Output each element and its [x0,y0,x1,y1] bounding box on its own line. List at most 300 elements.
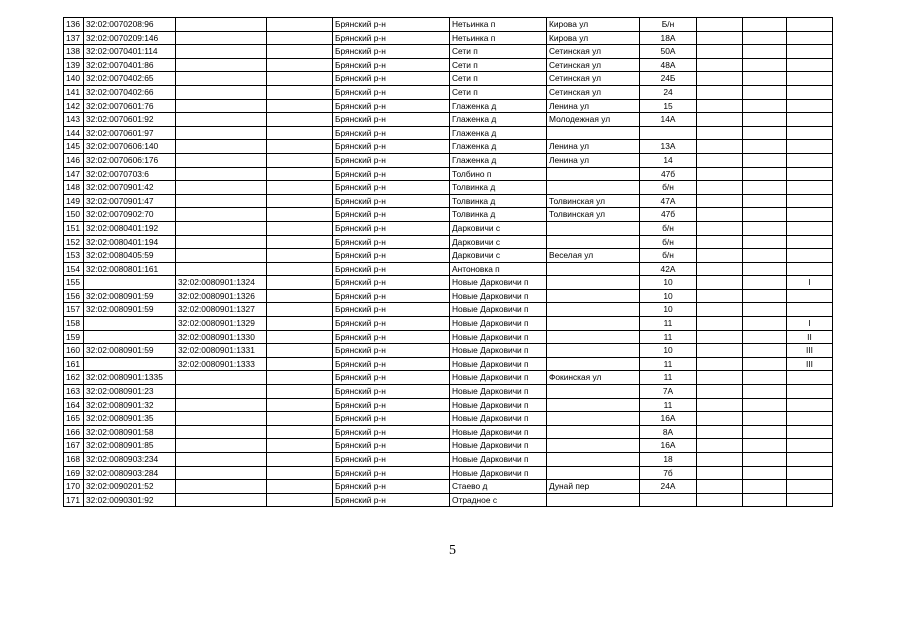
cadastral-number-building [176,126,267,140]
section-number [787,453,833,467]
house-number: б/н [640,181,697,195]
street [547,412,640,426]
empty-cell [743,113,787,127]
cadastral-number: 32:02:0070901:42 [84,181,176,195]
section-number [787,85,833,99]
table-row [64,466,833,480]
section-number [787,113,833,127]
street [547,221,640,235]
district: Брянский р-н [333,126,450,140]
street: Ленина ул [547,153,640,167]
table-row [64,439,833,453]
cadastral-number-building [176,466,267,480]
table-row [64,31,833,45]
empty-cell [743,153,787,167]
page-number: 5 [449,543,456,558]
table-row [64,303,833,317]
house-number: 18А [640,31,697,45]
table-row [64,72,833,86]
house-number: 7б [640,466,697,480]
cadastral-number: 32:02:0070601:97 [84,126,176,140]
section-number [787,221,833,235]
empty-cell [697,317,743,331]
empty-cell [697,249,743,263]
cadastral-number-building [176,194,267,208]
district: Брянский р-н [333,357,450,371]
table-row [64,45,833,59]
row-number: 153 [64,249,84,263]
cadastral-number: 32:02:0070401:114 [84,45,176,59]
empty-cell [267,45,333,59]
cadastral-number: 32:02:0080901:35 [84,412,176,426]
section-number [787,45,833,59]
empty-cell [697,493,743,507]
empty-cell [697,398,743,412]
district: Брянский р-н [333,371,450,385]
row-number: 167 [64,439,84,453]
row-number: 143 [64,113,84,127]
row-number: 144 [64,126,84,140]
empty-cell [697,262,743,276]
empty-cell [267,85,333,99]
street [547,167,640,181]
cadastral-number: 32:02:0070209:146 [84,31,176,45]
row-number: 148 [64,181,84,195]
empty-cell [697,126,743,140]
cadastral-number: 32:02:0080401:194 [84,235,176,249]
district: Брянский р-н [333,167,450,181]
district: Брянский р-н [333,453,450,467]
settlement: Новые Дарковичи п [450,453,547,467]
table-row [64,113,833,127]
street [547,289,640,303]
street [547,493,640,507]
table-row [64,140,833,154]
empty-cell [267,276,333,290]
cadastral-number-building: 32:02:0080901:1326 [176,289,267,303]
register-table-body [64,18,833,507]
empty-cell [743,181,787,195]
empty-cell [697,167,743,181]
cadastral-number-building [176,398,267,412]
settlement: Дарковичи с [450,235,547,249]
empty-cell [697,31,743,45]
settlement: Новые Дарковичи п [450,371,547,385]
cadastral-number-building [176,58,267,72]
row-number: 139 [64,58,84,72]
empty-cell [743,167,787,181]
empty-cell [267,99,333,113]
row-number: 152 [64,235,84,249]
cadastral-number: 32:02:0090301:92 [84,493,176,507]
empty-cell [743,412,787,426]
section-number [787,480,833,494]
street [547,126,640,140]
cadastral-number: 32:02:0080901:59 [84,344,176,358]
empty-cell [267,480,333,494]
empty-cell [743,371,787,385]
district: Брянский р-н [333,303,450,317]
cadastral-number-building [176,208,267,222]
house-number: б/н [640,249,697,263]
table-row [64,357,833,371]
empty-cell [743,385,787,399]
settlement: Новые Дарковичи п [450,303,547,317]
settlement: Дарковичи с [450,249,547,263]
empty-cell [267,371,333,385]
cadastral-number: 32:02:0070208:96 [84,18,176,32]
table-row [64,453,833,467]
row-number: 137 [64,31,84,45]
empty-cell [697,303,743,317]
house-number: 47б [640,167,697,181]
row-number: 147 [64,167,84,181]
table-row [64,276,833,290]
street [547,330,640,344]
section-number [787,181,833,195]
empty-cell [267,493,333,507]
cadastral-number: 32:02:0070703:6 [84,167,176,181]
empty-cell [267,453,333,467]
empty-cell [743,480,787,494]
cadastral-number-building [176,235,267,249]
house-number: 7А [640,385,697,399]
empty-cell [697,85,743,99]
table-row [64,344,833,358]
empty-cell [267,412,333,426]
street [547,466,640,480]
district: Брянский р-н [333,330,450,344]
empty-cell [267,113,333,127]
street [547,317,640,331]
district: Брянский р-н [333,221,450,235]
row-number: 140 [64,72,84,86]
empty-cell [743,140,787,154]
section-number [787,249,833,263]
empty-cell [267,466,333,480]
cadastral-number [84,276,176,290]
district: Брянский р-н [333,208,450,222]
empty-cell [697,113,743,127]
table-row [64,153,833,167]
empty-cell [267,344,333,358]
district: Брянский р-н [333,276,450,290]
district: Брянский р-н [333,466,450,480]
cadastral-number-building: 32:02:0080901:1327 [176,303,267,317]
cadastral-number-building [176,140,267,154]
empty-cell [697,357,743,371]
section-number [787,371,833,385]
section-number [787,412,833,426]
empty-cell [697,153,743,167]
district: Брянский р-н [333,99,450,113]
cadastral-number: 32:02:0080901:1335 [84,371,176,385]
district: Брянский р-н [333,58,450,72]
empty-cell [697,72,743,86]
row-number: 155 [64,276,84,290]
district: Брянский р-н [333,249,450,263]
empty-cell [743,72,787,86]
district: Брянский р-н [333,113,450,127]
table-row [64,371,833,385]
district: Брянский р-н [333,344,450,358]
settlement: Новые Дарковичи п [450,357,547,371]
empty-cell [743,58,787,72]
empty-cell [267,439,333,453]
cadastral-number: 32:02:0070606:176 [84,153,176,167]
empty-cell [743,425,787,439]
empty-cell [267,385,333,399]
house-number: Б/н [640,18,697,32]
cadastral-number-building [176,425,267,439]
street: Толвинская ул [547,194,640,208]
empty-cell [697,194,743,208]
street [547,276,640,290]
cadastral-number: 32:02:0070401:86 [84,58,176,72]
section-number [787,194,833,208]
table-row [64,480,833,494]
empty-cell [697,58,743,72]
street: Толвинская ул [547,208,640,222]
street: Дунай пер [547,480,640,494]
cadastral-number: 32:02:0070402:66 [84,85,176,99]
settlement: Новые Дарковичи п [450,289,547,303]
row-number: 163 [64,385,84,399]
empty-cell [267,194,333,208]
cadastral-number-building [176,412,267,426]
cadastral-number-building [176,453,267,467]
cadastral-number-building: 32:02:0080901:1330 [176,330,267,344]
row-number: 166 [64,425,84,439]
section-number: I [787,276,833,290]
house-number: 24Б [640,72,697,86]
house-number: 13А [640,140,697,154]
row-number: 156 [64,289,84,303]
table-row [64,289,833,303]
section-number [787,289,833,303]
row-number: 138 [64,45,84,59]
empty-cell [267,18,333,32]
empty-cell [743,85,787,99]
settlement: Новые Дарковичи п [450,317,547,331]
row-number: 162 [64,371,84,385]
empty-cell [743,439,787,453]
house-number: 11 [640,398,697,412]
table-row [64,85,833,99]
cadastral-number-building [176,113,267,127]
empty-cell [697,425,743,439]
street [547,357,640,371]
cadastral-number-building: 32:02:0080901:1333 [176,357,267,371]
section-number: III [787,344,833,358]
district: Брянский р-н [333,493,450,507]
district: Брянский р-н [333,317,450,331]
district: Брянский р-н [333,85,450,99]
cadastral-number: 32:02:0090201:52 [84,480,176,494]
house-number: 16А [640,412,697,426]
district: Брянский р-н [333,398,450,412]
district: Брянский р-н [333,289,450,303]
cadastral-number-building [176,31,267,45]
house-number: 14А [640,113,697,127]
table-row [64,249,833,263]
house-number: 47б [640,208,697,222]
table-row [64,493,833,507]
empty-cell [267,31,333,45]
table-row [64,181,833,195]
settlement: Новые Дарковичи п [450,276,547,290]
table-row [64,58,833,72]
district: Брянский р-н [333,262,450,276]
cadastral-number: 32:02:0080903:234 [84,453,176,467]
cadastral-number-building [176,221,267,235]
street [547,398,640,412]
section-number [787,208,833,222]
empty-cell [697,330,743,344]
row-number: 154 [64,262,84,276]
empty-cell [743,18,787,32]
section-number [787,493,833,507]
table-row [64,235,833,249]
street: Кирова ул [547,31,640,45]
empty-cell [267,58,333,72]
section-number [787,262,833,276]
section-number [787,153,833,167]
empty-cell [743,194,787,208]
register-table [63,17,833,507]
empty-cell [697,412,743,426]
settlement: Стаево д [450,480,547,494]
row-number: 146 [64,153,84,167]
street: Сетинская ул [547,72,640,86]
settlement: Толбино п [450,167,547,181]
empty-cell [697,99,743,113]
empty-cell [743,31,787,45]
cadastral-number: 32:02:0070601:76 [84,99,176,113]
table-row [64,398,833,412]
empty-cell [697,289,743,303]
house-number: 47А [640,194,697,208]
empty-cell [697,140,743,154]
cadastral-number-building [176,153,267,167]
empty-cell [697,480,743,494]
settlement: Новые Дарковичи п [450,344,547,358]
empty-cell [743,330,787,344]
house-number: 11 [640,317,697,331]
cadastral-number: 32:02:0080901:23 [84,385,176,399]
district: Брянский р-н [333,412,450,426]
cadastral-number: 32:02:0080901:32 [84,398,176,412]
house-number: 11 [640,330,697,344]
settlement: Отрадное с [450,493,547,507]
cadastral-number-building [176,72,267,86]
section-number [787,167,833,181]
table-row [64,208,833,222]
empty-cell [743,317,787,331]
empty-cell [267,357,333,371]
empty-cell [267,317,333,331]
section-number [787,235,833,249]
empty-cell [697,45,743,59]
settlement: Новые Дарковичи п [450,385,547,399]
table-row [64,126,833,140]
district: Брянский р-н [333,194,450,208]
district: Брянский р-н [333,45,450,59]
settlement: Новые Дарковичи п [450,412,547,426]
table-row [64,425,833,439]
section-number [787,303,833,317]
empty-cell [267,289,333,303]
settlement: Новые Дарковичи п [450,425,547,439]
district: Брянский р-н [333,140,450,154]
street: Сетинская ул [547,58,640,72]
empty-cell [743,99,787,113]
empty-cell [267,140,333,154]
cadastral-number: 32:02:0070901:47 [84,194,176,208]
house-number: 50А [640,45,697,59]
empty-cell [267,249,333,263]
section-number: III [787,357,833,371]
section-number [787,72,833,86]
empty-cell [267,126,333,140]
row-number: 142 [64,99,84,113]
house-number: 11 [640,357,697,371]
cadastral-number-building [176,181,267,195]
house-number: 10 [640,344,697,358]
empty-cell [697,371,743,385]
settlement: Нетьинка п [450,31,547,45]
cadastral-number-building [176,480,267,494]
street: Сетинская ул [547,85,640,99]
cadastral-number-building [176,45,267,59]
house-number: б/н [640,235,697,249]
cadastral-number: 32:02:0080901:58 [84,425,176,439]
empty-cell [267,72,333,86]
settlement: Сети п [450,85,547,99]
cadastral-number-building [176,371,267,385]
street: Фокинская ул [547,371,640,385]
section-number [787,385,833,399]
settlement: Нетьинка п [450,18,547,32]
empty-cell [743,45,787,59]
table-row [64,194,833,208]
cadastral-number [84,330,176,344]
row-number: 141 [64,85,84,99]
settlement: Толвинка д [450,181,547,195]
empty-cell [697,385,743,399]
district: Брянский р-н [333,235,450,249]
empty-cell [743,398,787,412]
row-number: 169 [64,466,84,480]
district: Брянский р-н [333,31,450,45]
settlement: Дарковичи с [450,221,547,235]
settlement: Глаженка д [450,140,547,154]
cadastral-number: 32:02:0070601:92 [84,113,176,127]
empty-cell [267,153,333,167]
cadastral-number-building: 32:02:0080901:1329 [176,317,267,331]
empty-cell [697,276,743,290]
empty-cell [743,357,787,371]
street [547,385,640,399]
section-number [787,31,833,45]
street [547,425,640,439]
table-row [64,221,833,235]
street: Веселая ул [547,249,640,263]
table-row [64,385,833,399]
street [547,453,640,467]
section-number [787,18,833,32]
section-number: I [787,317,833,331]
